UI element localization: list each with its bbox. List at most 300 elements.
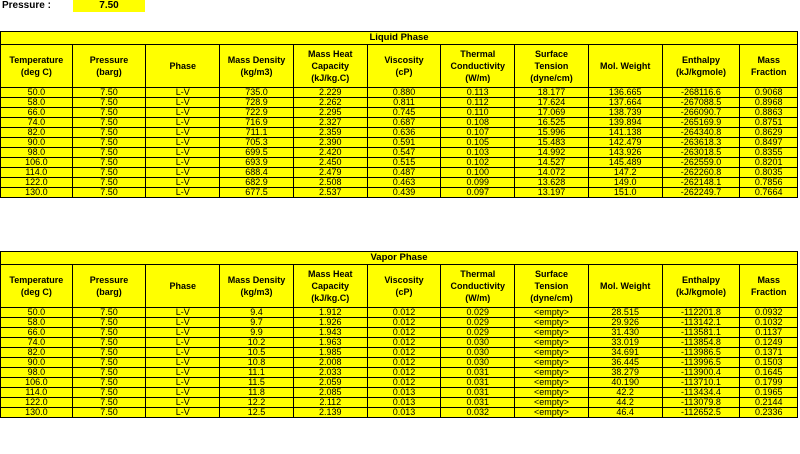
liquid-phase-title: Liquid Phase bbox=[1, 32, 798, 45]
table-cell[interactable]: -262260.8 bbox=[662, 168, 740, 178]
table-cell[interactable]: 0.7856 bbox=[740, 178, 798, 188]
table-cell[interactable]: 2.033 bbox=[293, 368, 367, 378]
liquid-col-header bbox=[740, 45, 798, 88]
table-cell[interactable]: 0.012 bbox=[367, 308, 441, 318]
table-cell[interactable]: 130.0 bbox=[1, 188, 73, 198]
table-cell[interactable]: 46.4 bbox=[588, 408, 662, 418]
table-cell[interactable]: 1.985 bbox=[293, 348, 367, 358]
table-cell[interactable]: -113996.5 bbox=[662, 358, 740, 368]
header-text: Enthalpy bbox=[681, 55, 720, 65]
table-cell[interactable]: -266090.7 bbox=[662, 108, 740, 118]
table-cell[interactable]: 2.295 bbox=[293, 108, 367, 118]
table-cell[interactable]: 11.8 bbox=[220, 388, 294, 398]
table-cell[interactable]: 0.8751 bbox=[740, 118, 798, 128]
vapor-col-header bbox=[1, 265, 73, 308]
table-cell[interactable]: 145.489 bbox=[588, 158, 662, 168]
header-text: (kJ/kgmole) bbox=[675, 67, 726, 77]
table-cell[interactable]: 13.628 bbox=[515, 178, 589, 188]
header-text: Mass bbox=[757, 55, 780, 65]
table-cell[interactable]: 17.069 bbox=[515, 108, 589, 118]
table-cell[interactable]: 716.9 bbox=[220, 118, 294, 128]
table-cell[interactable]: -263618.3 bbox=[662, 138, 740, 148]
table-cell[interactable]: 9.4 bbox=[220, 308, 294, 318]
table-cell[interactable]: L-V bbox=[146, 388, 220, 398]
table-cell[interactable]: 58.0 bbox=[1, 318, 73, 328]
table-cell[interactable]: L-V bbox=[146, 158, 220, 168]
table-cell[interactable]: 2.059 bbox=[293, 378, 367, 388]
table-cell[interactable]: 693.9 bbox=[220, 158, 294, 168]
table-cell[interactable]: 0.012 bbox=[367, 358, 441, 368]
table-cell[interactable]: 1.943 bbox=[293, 328, 367, 338]
table-cell[interactable]: 28.515 bbox=[588, 308, 662, 318]
table-cell[interactable]: 18.177 bbox=[515, 88, 589, 98]
table-cell[interactable]: 7.50 bbox=[72, 118, 146, 128]
table-cell[interactable]: L-V bbox=[146, 98, 220, 108]
table-cell[interactable]: 0.8863 bbox=[740, 108, 798, 118]
table-cell[interactable]: 136.665 bbox=[588, 88, 662, 98]
table-cell[interactable]: <empty> bbox=[515, 368, 589, 378]
table-cell[interactable]: L-V bbox=[146, 328, 220, 338]
table-cell[interactable]: 0.463 bbox=[367, 178, 441, 188]
table-cell[interactable]: 14.072 bbox=[515, 168, 589, 178]
table-cell[interactable]: 98.0 bbox=[1, 148, 73, 158]
table-cell[interactable]: 90.0 bbox=[1, 358, 73, 368]
table-cell[interactable]: -262559.0 bbox=[662, 158, 740, 168]
header-text: Pressure bbox=[89, 275, 129, 285]
table-cell[interactable]: 1.926 bbox=[293, 318, 367, 328]
table-cell[interactable]: 7.50 bbox=[72, 378, 146, 388]
table-cell[interactable]: 33.019 bbox=[588, 338, 662, 348]
liquid-col-header bbox=[146, 45, 220, 88]
table-cell[interactable]: 0.8201 bbox=[740, 158, 798, 168]
table-cell[interactable]: 705.3 bbox=[220, 138, 294, 148]
table-cell[interactable]: 2.508 bbox=[293, 178, 367, 188]
vapor-table-row bbox=[1, 378, 798, 388]
table-cell[interactable]: 2.112 bbox=[293, 398, 367, 408]
table-cell[interactable]: -262249.7 bbox=[662, 188, 740, 198]
table-cell[interactable]: -113900.4 bbox=[662, 368, 740, 378]
pressure-value[interactable]: 7.50 bbox=[73, 0, 145, 12]
table-cell[interactable]: 0.012 bbox=[367, 318, 441, 328]
table-cell[interactable]: -112201.8 bbox=[662, 308, 740, 318]
table-cell[interactable]: 0.2144 bbox=[740, 398, 798, 408]
table-cell[interactable]: 0.110 bbox=[441, 108, 515, 118]
table-cell[interactable]: 0.012 bbox=[367, 378, 441, 388]
liquid-col-header bbox=[588, 45, 662, 88]
table-cell[interactable]: 728.9 bbox=[220, 98, 294, 108]
vapor-col-header bbox=[146, 265, 220, 308]
header-text: Conductivity bbox=[450, 61, 505, 71]
table-cell[interactable]: 0.012 bbox=[367, 338, 441, 348]
table-cell[interactable]: 13.197 bbox=[515, 188, 589, 198]
table-cell[interactable]: 7.50 bbox=[72, 388, 146, 398]
table-cell[interactable]: L-V bbox=[146, 408, 220, 418]
table-cell[interactable]: 0.112 bbox=[441, 98, 515, 108]
table-cell[interactable]: 0.1032 bbox=[740, 318, 798, 328]
table-cell[interactable]: 7.50 bbox=[72, 338, 146, 348]
table-cell[interactable]: 2.327 bbox=[293, 118, 367, 128]
header-text: (kJ/kg.C) bbox=[311, 73, 350, 83]
table-cell[interactable]: 50.0 bbox=[1, 88, 73, 98]
table-cell[interactable]: 0.487 bbox=[367, 168, 441, 178]
header-text: Tension bbox=[534, 61, 569, 71]
table-cell[interactable]: 139.894 bbox=[588, 118, 662, 128]
table-cell[interactable]: 29.926 bbox=[588, 318, 662, 328]
table-cell[interactable]: -112652.5 bbox=[662, 408, 740, 418]
table-cell[interactable]: 0.099 bbox=[441, 178, 515, 188]
table-cell[interactable]: 2.420 bbox=[293, 148, 367, 158]
table-cell[interactable]: 82.0 bbox=[1, 128, 73, 138]
header-text: (cP) bbox=[395, 67, 413, 77]
table-cell[interactable]: 0.2336 bbox=[740, 408, 798, 418]
liquid-header-row bbox=[1, 45, 798, 88]
table-cell[interactable]: 11.1 bbox=[220, 368, 294, 378]
table-cell[interactable]: 16.525 bbox=[515, 118, 589, 128]
table-cell[interactable]: 0.032 bbox=[441, 408, 515, 418]
table-cell[interactable]: 10.5 bbox=[220, 348, 294, 358]
table-cell[interactable]: 143.926 bbox=[588, 148, 662, 158]
table-cell[interactable]: 7.50 bbox=[72, 328, 146, 338]
table-cell[interactable]: 735.0 bbox=[220, 88, 294, 98]
header-text: Viscosity bbox=[384, 275, 424, 285]
table-cell[interactable]: -113079.8 bbox=[662, 398, 740, 408]
table-cell[interactable]: 7.50 bbox=[72, 168, 146, 178]
table-cell[interactable]: 7.50 bbox=[72, 318, 146, 328]
table-cell[interactable]: 0.031 bbox=[441, 368, 515, 378]
table-cell[interactable]: 0.439 bbox=[367, 188, 441, 198]
table-cell[interactable]: 0.745 bbox=[367, 108, 441, 118]
table-cell[interactable]: 0.103 bbox=[441, 148, 515, 158]
table-cell[interactable]: 0.030 bbox=[441, 358, 515, 368]
table-cell[interactable]: 7.50 bbox=[72, 398, 146, 408]
table-cell[interactable]: 7.50 bbox=[72, 368, 146, 378]
liquid-table-row bbox=[1, 138, 798, 148]
table-cell[interactable]: L-V bbox=[146, 128, 220, 138]
table-cell[interactable]: L-V bbox=[146, 368, 220, 378]
table-cell[interactable]: 114.0 bbox=[1, 168, 73, 178]
table-cell[interactable]: 0.8497 bbox=[740, 138, 798, 148]
table-cell[interactable]: 90.0 bbox=[1, 138, 73, 148]
header-text: Fraction bbox=[750, 67, 787, 77]
table-cell[interactable]: 0.591 bbox=[367, 138, 441, 148]
table-cell[interactable]: 0.1371 bbox=[740, 348, 798, 358]
table-cell[interactable]: 38.279 bbox=[588, 368, 662, 378]
table-cell[interactable]: 0.687 bbox=[367, 118, 441, 128]
table-cell[interactable]: 699.5 bbox=[220, 148, 294, 158]
table-cell[interactable]: -268116.6 bbox=[662, 88, 740, 98]
header-text: Temperature bbox=[9, 55, 64, 65]
table-cell[interactable]: L-V bbox=[146, 348, 220, 358]
table-cell[interactable]: 9.7 bbox=[220, 318, 294, 328]
liquid-col-header bbox=[220, 45, 294, 88]
table-cell[interactable]: 0.1965 bbox=[740, 388, 798, 398]
table-cell[interactable]: L-V bbox=[146, 318, 220, 328]
table-cell[interactable]: 2.359 bbox=[293, 128, 367, 138]
table-cell[interactable]: 31.430 bbox=[588, 328, 662, 338]
table-cell[interactable]: 0.102 bbox=[441, 158, 515, 168]
table-cell[interactable]: 1.963 bbox=[293, 338, 367, 348]
table-cell[interactable]: L-V bbox=[146, 168, 220, 178]
header-text: Phase bbox=[169, 281, 197, 291]
table-cell[interactable]: 66.0 bbox=[1, 108, 73, 118]
table-cell[interactable]: -113142.1 bbox=[662, 318, 740, 328]
table-cell[interactable]: 15.483 bbox=[515, 138, 589, 148]
table-cell[interactable]: -113710.1 bbox=[662, 378, 740, 388]
table-cell[interactable]: L-V bbox=[146, 118, 220, 128]
table-cell[interactable]: 0.7664 bbox=[740, 188, 798, 198]
table-cell[interactable]: 14.992 bbox=[515, 148, 589, 158]
table-cell[interactable]: 2.085 bbox=[293, 388, 367, 398]
table-cell[interactable]: 2.139 bbox=[293, 408, 367, 418]
table-cell[interactable]: 0.811 bbox=[367, 98, 441, 108]
table-cell[interactable]: 2.479 bbox=[293, 168, 367, 178]
table-cell[interactable]: -113854.8 bbox=[662, 338, 740, 348]
liquid-table-row bbox=[1, 158, 798, 168]
table-cell[interactable]: 2.229 bbox=[293, 88, 367, 98]
table-cell[interactable]: 50.0 bbox=[1, 308, 73, 318]
header-text: Mass Density bbox=[227, 275, 286, 285]
table-cell[interactable]: 106.0 bbox=[1, 158, 73, 168]
table-cell[interactable]: L-V bbox=[146, 378, 220, 388]
vapor-table-row bbox=[1, 308, 798, 318]
table-cell[interactable]: <empty> bbox=[515, 308, 589, 318]
table-cell[interactable]: 2.262 bbox=[293, 98, 367, 108]
table-cell[interactable]: <empty> bbox=[515, 328, 589, 338]
table-cell[interactable]: L-V bbox=[146, 308, 220, 318]
table-cell[interactable]: 40.190 bbox=[588, 378, 662, 388]
table-cell[interactable]: 149.0 bbox=[588, 178, 662, 188]
table-cell[interactable]: 7.50 bbox=[72, 308, 146, 318]
vapor-table-row bbox=[1, 388, 798, 398]
table-cell[interactable]: 0.029 bbox=[441, 318, 515, 328]
table-cell[interactable]: 0.031 bbox=[441, 378, 515, 388]
vapor-header-row bbox=[1, 265, 798, 308]
table-cell[interactable]: 0.100 bbox=[441, 168, 515, 178]
header-text: Tension bbox=[534, 281, 569, 291]
vapor-table-row bbox=[1, 348, 798, 358]
table-cell[interactable]: 0.097 bbox=[441, 188, 515, 198]
liquid-table-row bbox=[1, 148, 798, 158]
table-cell[interactable]: 36.445 bbox=[588, 358, 662, 368]
table-cell[interactable]: 142.479 bbox=[588, 138, 662, 148]
table-cell[interactable]: 122.0 bbox=[1, 398, 73, 408]
header-text: (barg) bbox=[96, 67, 122, 77]
table-cell[interactable]: 0.1137 bbox=[740, 328, 798, 338]
header-text: (dyne/cm) bbox=[530, 293, 573, 303]
table-cell[interactable]: L-V bbox=[146, 338, 220, 348]
table-cell[interactable]: <empty> bbox=[515, 398, 589, 408]
table-cell[interactable]: 12.5 bbox=[220, 408, 294, 418]
vapor-phase-table bbox=[0, 251, 798, 418]
table-cell[interactable]: -267088.5 bbox=[662, 98, 740, 108]
table-cell[interactable]: -264340.8 bbox=[662, 128, 740, 138]
table-cell[interactable]: 82.0 bbox=[1, 348, 73, 358]
table-cell[interactable]: 7.50 bbox=[72, 158, 146, 168]
table-cell[interactable]: 44.2 bbox=[588, 398, 662, 408]
table-cell[interactable]: 677.5 bbox=[220, 188, 294, 198]
table-cell[interactable]: 122.0 bbox=[1, 178, 73, 188]
vapor-col-header bbox=[72, 265, 146, 308]
table-cell[interactable]: 0.013 bbox=[367, 388, 441, 398]
table-cell[interactable]: 2.537 bbox=[293, 188, 367, 198]
table-cell[interactable]: 11.5 bbox=[220, 378, 294, 388]
table-cell[interactable]: 114.0 bbox=[1, 388, 73, 398]
vapor-col-header bbox=[740, 265, 798, 308]
table-cell[interactable]: 0.547 bbox=[367, 148, 441, 158]
table-cell[interactable]: 688.4 bbox=[220, 168, 294, 178]
table-cell[interactable]: 0.0932 bbox=[740, 308, 798, 318]
table-cell[interactable]: 7.50 bbox=[72, 348, 146, 358]
table-cell[interactable]: 10.8 bbox=[220, 358, 294, 368]
table-cell[interactable]: 0.031 bbox=[441, 398, 515, 408]
table-cell[interactable]: 138.739 bbox=[588, 108, 662, 118]
table-cell[interactable]: 0.013 bbox=[367, 398, 441, 408]
table-cell[interactable]: 1.912 bbox=[293, 308, 367, 318]
table-cell[interactable]: 2.450 bbox=[293, 158, 367, 168]
table-cell[interactable]: -263018.5 bbox=[662, 148, 740, 158]
table-cell[interactable]: 0.012 bbox=[367, 328, 441, 338]
table-cell[interactable]: 7.50 bbox=[72, 108, 146, 118]
liquid-table-row bbox=[1, 88, 798, 98]
table-cell[interactable]: 0.8035 bbox=[740, 168, 798, 178]
table-cell[interactable]: 34.691 bbox=[588, 348, 662, 358]
table-cell[interactable]: 0.031 bbox=[441, 388, 515, 398]
table-cell[interactable]: 147.2 bbox=[588, 168, 662, 178]
table-cell[interactable]: L-V bbox=[146, 188, 220, 198]
table-cell[interactable]: 0.029 bbox=[441, 308, 515, 318]
table-cell[interactable]: 0.113 bbox=[441, 88, 515, 98]
table-cell[interactable]: -265169.9 bbox=[662, 118, 740, 128]
table-cell[interactable]: -262148.1 bbox=[662, 178, 740, 188]
vapor-table-row bbox=[1, 398, 798, 408]
table-cell[interactable]: <empty> bbox=[515, 348, 589, 358]
header-text: Phase bbox=[169, 61, 197, 71]
table-cell[interactable]: 0.012 bbox=[367, 348, 441, 358]
table-cell[interactable]: <empty> bbox=[515, 408, 589, 418]
table-cell[interactable]: 0.030 bbox=[441, 348, 515, 358]
table-cell[interactable]: 0.105 bbox=[441, 138, 515, 148]
header-text: Conductivity bbox=[450, 281, 505, 291]
table-cell[interactable]: 14.527 bbox=[515, 158, 589, 168]
table-cell[interactable]: L-V bbox=[146, 358, 220, 368]
table-cell[interactable]: <empty> bbox=[515, 388, 589, 398]
table-cell[interactable]: 0.515 bbox=[367, 158, 441, 168]
table-cell[interactable]: 2.008 bbox=[293, 358, 367, 368]
table-cell[interactable]: 74.0 bbox=[1, 118, 73, 128]
table-cell[interactable]: 141.138 bbox=[588, 128, 662, 138]
table-cell[interactable]: 0.030 bbox=[441, 338, 515, 348]
header-text: Capacity bbox=[311, 61, 350, 71]
table-cell[interactable]: 7.50 bbox=[72, 408, 146, 418]
liquid-table-row bbox=[1, 168, 798, 178]
table-cell[interactable]: <empty> bbox=[515, 318, 589, 328]
table-cell[interactable]: <empty> bbox=[515, 378, 589, 388]
table-cell[interactable]: -113986.5 bbox=[662, 348, 740, 358]
pressure-header bbox=[0, 0, 800, 12]
table-cell[interactable]: L-V bbox=[146, 138, 220, 148]
table-cell[interactable]: <empty> bbox=[515, 338, 589, 348]
table-cell[interactable]: 7.50 bbox=[72, 88, 146, 98]
table-cell[interactable]: 10.2 bbox=[220, 338, 294, 348]
header-text: (kg/m3) bbox=[240, 287, 273, 297]
vapor-col-header bbox=[293, 265, 367, 308]
table-cell[interactable]: 7.50 bbox=[72, 178, 146, 188]
table-cell[interactable]: 74.0 bbox=[1, 338, 73, 348]
vapor-phase-title: Vapor Phase bbox=[1, 252, 798, 265]
table-cell[interactable]: 0.108 bbox=[441, 118, 515, 128]
table-cell[interactable]: 58.0 bbox=[1, 98, 73, 108]
header-text: (barg) bbox=[96, 287, 122, 297]
pressure-label: Pressure : bbox=[2, 0, 51, 11]
table-cell[interactable]: -113434.4 bbox=[662, 388, 740, 398]
table-cell[interactable]: 15.996 bbox=[515, 128, 589, 138]
table-cell[interactable]: 7.50 bbox=[72, 138, 146, 148]
table-cell[interactable]: 7.50 bbox=[72, 148, 146, 158]
table-cell[interactable]: 12.2 bbox=[220, 398, 294, 408]
header-text: Mass Heat bbox=[307, 49, 353, 59]
table-cell[interactable]: <empty> bbox=[515, 358, 589, 368]
vapor-col-header bbox=[515, 265, 589, 308]
table-cell[interactable]: 151.0 bbox=[588, 188, 662, 198]
table-cell[interactable]: 0.8355 bbox=[740, 148, 798, 158]
table-cell[interactable]: 2.390 bbox=[293, 138, 367, 148]
liquid-table-row bbox=[1, 188, 798, 198]
table-cell[interactable]: 0.8629 bbox=[740, 128, 798, 138]
table-cell[interactable]: 7.50 bbox=[72, 188, 146, 198]
table-cell[interactable]: 0.013 bbox=[367, 408, 441, 418]
table-cell[interactable]: 0.012 bbox=[367, 368, 441, 378]
table-cell[interactable]: 0.636 bbox=[367, 128, 441, 138]
table-cell[interactable]: 682.9 bbox=[220, 178, 294, 188]
table-cell[interactable]: -113581.1 bbox=[662, 328, 740, 338]
table-cell[interactable]: 0.107 bbox=[441, 128, 515, 138]
header-text: Mol. Weight bbox=[600, 61, 651, 71]
table-cell[interactable]: 7.50 bbox=[72, 128, 146, 138]
table-cell[interactable]: 0.1249 bbox=[740, 338, 798, 348]
table-cell[interactable]: 0.1645 bbox=[740, 368, 798, 378]
table-cell[interactable]: 42.2 bbox=[588, 388, 662, 398]
vapor-col-header bbox=[441, 265, 515, 308]
table-cell[interactable]: 7.50 bbox=[72, 98, 146, 108]
vapor-col-header bbox=[367, 265, 441, 308]
table-cell[interactable]: 7.50 bbox=[72, 358, 146, 368]
vapor-col-header bbox=[220, 265, 294, 308]
table-cell[interactable]: L-V bbox=[146, 108, 220, 118]
table-cell[interactable]: 106.0 bbox=[1, 378, 73, 388]
table-cell[interactable]: L-V bbox=[146, 148, 220, 158]
table-cell[interactable]: 0.8968 bbox=[740, 98, 798, 108]
liquid-phase-table bbox=[0, 31, 798, 198]
table-cell[interactable]: L-V bbox=[146, 178, 220, 188]
header-text: Viscosity bbox=[384, 55, 424, 65]
table-cell[interactable]: 0.1799 bbox=[740, 378, 798, 388]
header-text: Mass Density bbox=[227, 55, 286, 65]
table-cell[interactable]: 0.1503 bbox=[740, 358, 798, 368]
table-cell[interactable]: 17.624 bbox=[515, 98, 589, 108]
table-cell[interactable]: 0.9068 bbox=[740, 88, 798, 98]
table-cell[interactable]: L-V bbox=[146, 88, 220, 98]
table-cell[interactable]: 711.1 bbox=[220, 128, 294, 138]
table-cell[interactable]: 0.880 bbox=[367, 88, 441, 98]
table-cell[interactable]: 9.9 bbox=[220, 328, 294, 338]
table-cell[interactable]: 137.664 bbox=[588, 98, 662, 108]
table-cell[interactable]: 66.0 bbox=[1, 328, 73, 338]
table-cell[interactable]: 0.029 bbox=[441, 328, 515, 338]
table-cell[interactable]: 722.9 bbox=[220, 108, 294, 118]
table-cell[interactable]: 130.0 bbox=[1, 408, 73, 418]
table-cell[interactable]: 98.0 bbox=[1, 368, 73, 378]
table-cell[interactable]: L-V bbox=[146, 398, 220, 408]
